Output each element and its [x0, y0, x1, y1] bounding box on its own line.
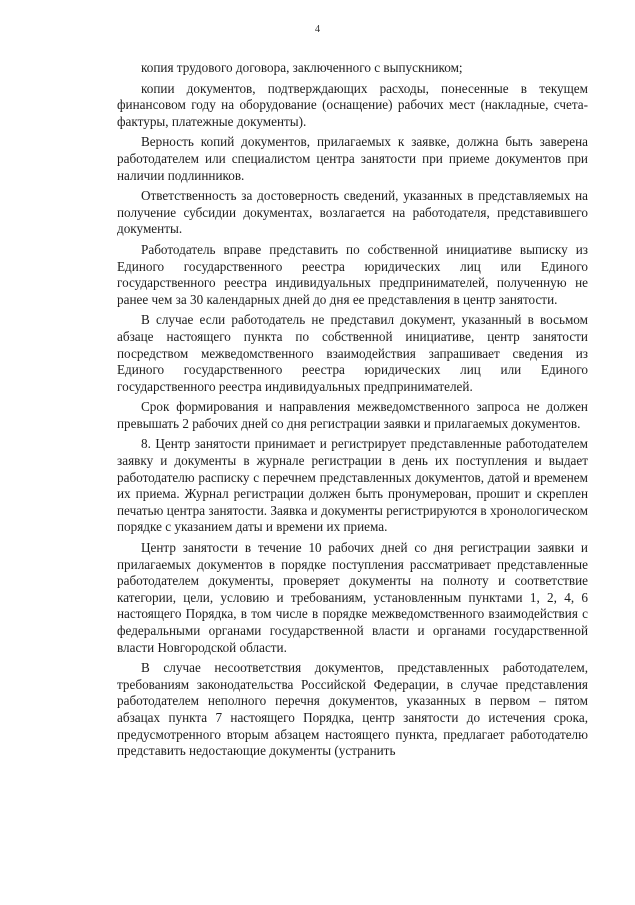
paragraph-8: 8. Центр занятости принимает и регистрирует представленные работодателем заявку и документы в журнале регистрации в день их поступления и выдает работодателю расписку с перечнем представленных документов, датой и временем их приема. Журнал регистрации должен быть пронумерован, прошит и скреплен печатью центра занятости. Заявка и документы регистрируются в хронологическом порядке с указанием даты и времени их приема.	[117, 436, 588, 535]
paragraph-2: копии документов, подтверждающих расходы, понесенные в текущем финансовом году на оборудование (оснащение) рабочих мест (накладные, счета-фактуры, платежные документы).	[117, 80, 588, 129]
paragraph-3: Верность копий документов, прилагаемых к заявке, должна быть заверена работодателем или специалистом центра занятости при приеме документов при наличии подлинников.	[117, 134, 588, 183]
paragraph-6: В случае если работодатель не представил документ, указанный в восьмом абзаце настоящего пункта по собственной инициативе, центр занятости посредством межведомственного взаимодействия запрашивает сведения из Единого государственного реестра юридических лиц или Единого государственного реестра индивидуальных предпринимателей.	[117, 312, 588, 394]
paragraph-5: Работодатель вправе представить по собственной инициативе выписку из Единого государственного реестра юридических лиц или Единого государственного реестра индивидуальных предпринимателей, полученную не ранее чем за 30 календарных дней до дня ее представления в центр занятости.	[117, 241, 588, 307]
paragraph-10: В случае несоответствия документов, представленных работодателем, требованиям законодательства Российской Федерации, в случае представления работодателем неполного перечня документов, указанных в первом – пятом абзацах пункта 7 настоящего Порядка, центр занятости до истечения срока, предусмотренного вторым абзацем настоящего пункта, предлагает работодателю представить недостающие документы (устранить	[117, 660, 588, 759]
document-body	[117, 60, 588, 764]
paragraph-1: копия трудового договора, заключенного с выпускником;	[141, 60, 463, 75]
paragraph-4: Ответственность за достоверность сведений, указанных в представляемых на получение субсидии документах, возлагается на работодателя, представившего документы.	[117, 188, 588, 237]
paragraph-9: Центр занятости в течение 10 рабочих дней со дня регистрации заявки и прилагаемых документов в порядке поступления рассматривает представленные работодателем документы, проверяет документы на полноту и соответствие категории, цели, условию и требованиям, установленным пунктами 1, 2, 4, 6 настоящего Порядка, в том числе в порядке межведомственного взаимодействия с федеральными органами государственной власти и органами государственной власти Новгородской области.	[117, 540, 588, 655]
paragraph-7: Срок формирования и направления межведомственного запроса не должен превышать 2 рабочих дней со дня регистрации заявки и прилагаемых документов.	[117, 399, 588, 431]
page-number: 4	[314, 24, 321, 35]
